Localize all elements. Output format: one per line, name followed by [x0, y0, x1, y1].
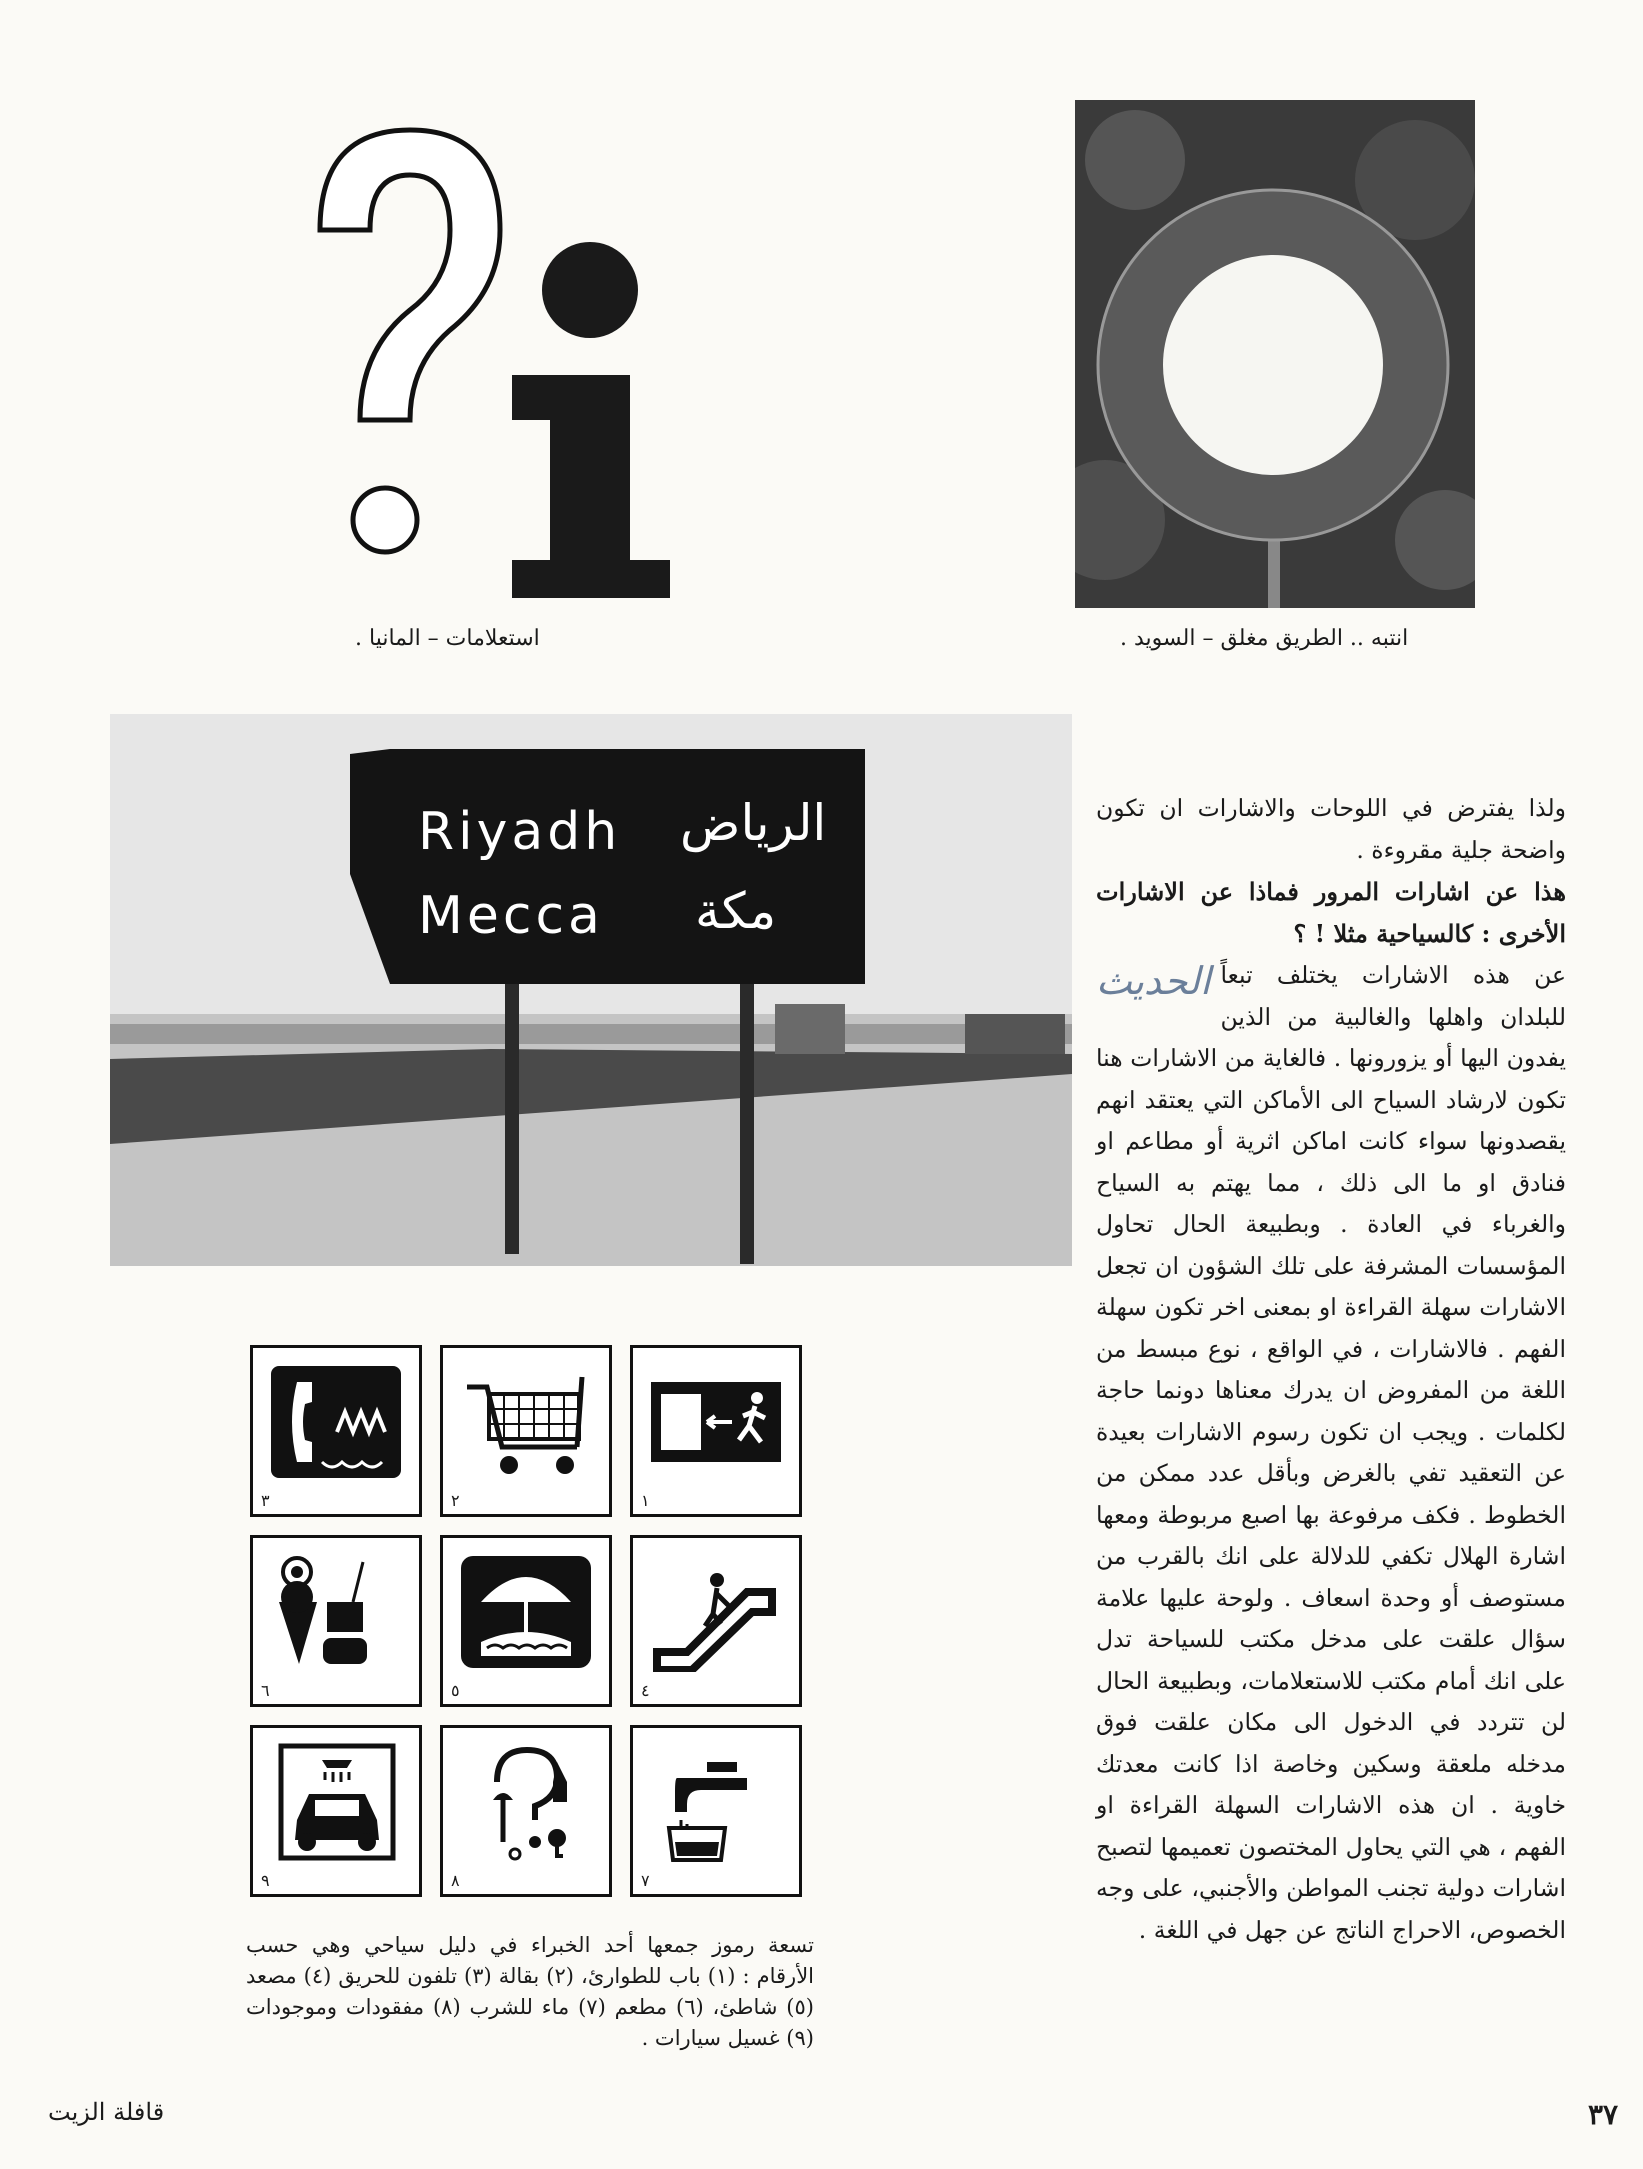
- car-wash-icon: [295, 1760, 379, 1851]
- info-dot-icon: [542, 242, 638, 338]
- info-symbols-illustration: [300, 120, 680, 600]
- icons-caption: تسعة رموز جمعها أحد الخبراء في دليل سياحي وهي حسب الأرقام : (١) باب للطوارئ، (٢) بقالة (٣) تلفون للحريق (٤) مصعد (٥) شاطئ، (٦) مطعم (٧) ماء للشرب (٨) مفقودات وموجودات (٩) غسيل سيارات .: [246, 1933, 815, 2050]
- road-sign-photo: [110, 714, 1072, 1266]
- article-subhead: هذا عن اشارات المرور فماذا عن الاشارات الأخرى : كالسياحية مثلا ! ؟: [1096, 877, 1566, 948]
- sign-mecca-en: Mecca: [418, 886, 604, 946]
- sign-riyadh-ar: الرياض: [680, 794, 827, 852]
- icon-number: ٩: [261, 1871, 270, 1890]
- icon-number: ٢: [451, 1491, 460, 1510]
- sign-riyadh-en: Riyadh: [418, 802, 622, 862]
- info-caption: استعلامات – المانيا .: [355, 626, 540, 651]
- icon-cell-5: [440, 1535, 612, 1707]
- magazine-name: قافلة الزيت: [48, 2098, 165, 2126]
- sign-mecca-ar: مكة: [695, 882, 777, 940]
- direction-sign-board: [350, 749, 865, 984]
- page-number: ٣٧: [1588, 2098, 1619, 2131]
- icon-cell-9: [250, 1725, 422, 1897]
- water-tap-icon: [669, 1762, 747, 1860]
- shopping-cart-icon: [467, 1377, 582, 1474]
- info-i-icon: [512, 375, 670, 598]
- road-closed-caption: انتبه .. الطريق مغلق – السويد .: [1120, 626, 1409, 651]
- icon-cell-7: [630, 1725, 802, 1897]
- icon-number: ٧: [641, 1871, 650, 1890]
- article-paragraph-2: [1096, 955, 1566, 1951]
- icon-number: ٥: [451, 1681, 460, 1700]
- icon-number: ٨: [451, 1871, 460, 1890]
- icon-number: ٤: [641, 1681, 650, 1700]
- lost-and-found-icon: [493, 1750, 567, 1859]
- icon-cell-4: [630, 1535, 802, 1707]
- question-mark-icon: [320, 130, 500, 420]
- icon-number: ٦: [261, 1681, 270, 1700]
- article-paragraph-1: ولذا يفترض في اللوحات والاشارات ان تكون واضحة جلية مقروءة .: [1096, 794, 1566, 864]
- icon-cell-8: [440, 1725, 612, 1897]
- article-paragraph-2-text: عن هذه الاشارات يختلف تبعاً للبلدان واهلها والغالبية من الذين يفدون اليها أو يزورونها . فالغاية من الاشارات هنا تكون لارشاد السياح الى الأماكن التي يعتقد انهم يقصدونها سواء كانت اماكن اثرية أو مطاعم او فنادق او ما الى ذلك ، مما يهتم به السياح والغرباء في العادة . وبطبيعة الحال تحاول المؤسسات المشرفة على تلك الشؤون ان تجعل الاشارات سهلة القراءة او بمعنى اخر تكون سهلة الفهم . فالاشارات ، في الواقع ، نوع مبسط من اللغة من المفروض ان يدرك معناها دونما حاجة لكلمات . ويجب ان تكون رسوم الاشارات بعيدة عن التعقيد تفي بالغرض وبأقل عدد ممكن من الخطوط . فكف مرفوعة بها اصبع مربوطة ومعها اشارة الهلال تكفي للدلالة على انك بالقرب من مستوصف أو وحدة اسعاف . ولوحة عليها علامة سؤال علقت على مدخل مكتب للسياحة تدل على انك أمام مكتب للاستعلامات، وبطبيعة الحال لن تتردد في الدخول الى مكان علقت فوق مدخله ملعقة وسكين وخاصة اذا كانت معدتك خاوية . ان هذه الاشارات السهلة القراءة او الفهم ، هي التي يحاول المختصون تعميمها لتصبح اشارات دولية تجنب المواطن والأجنبي، على وجه الخصوص، الاحراج الناتج عن جهل في اللغة .: [1096, 961, 1566, 1944]
- icons-grid: [246, 1345, 816, 1905]
- article-body: [1096, 788, 1566, 1951]
- icon-cell-3: [250, 1345, 422, 1517]
- icon-number: ٣: [261, 1491, 270, 1510]
- road-closed-photo: [1075, 100, 1475, 608]
- icon-cell-2: [440, 1345, 612, 1517]
- icon-number: ١: [641, 1491, 650, 1510]
- restaurant-food-icon: [279, 1558, 367, 1664]
- icon-cell-6: [250, 1535, 422, 1707]
- escalator-icon: [657, 1573, 772, 1670]
- margin-logo: الحديث: [1096, 959, 1211, 1003]
- icon-cell-1: [630, 1345, 802, 1517]
